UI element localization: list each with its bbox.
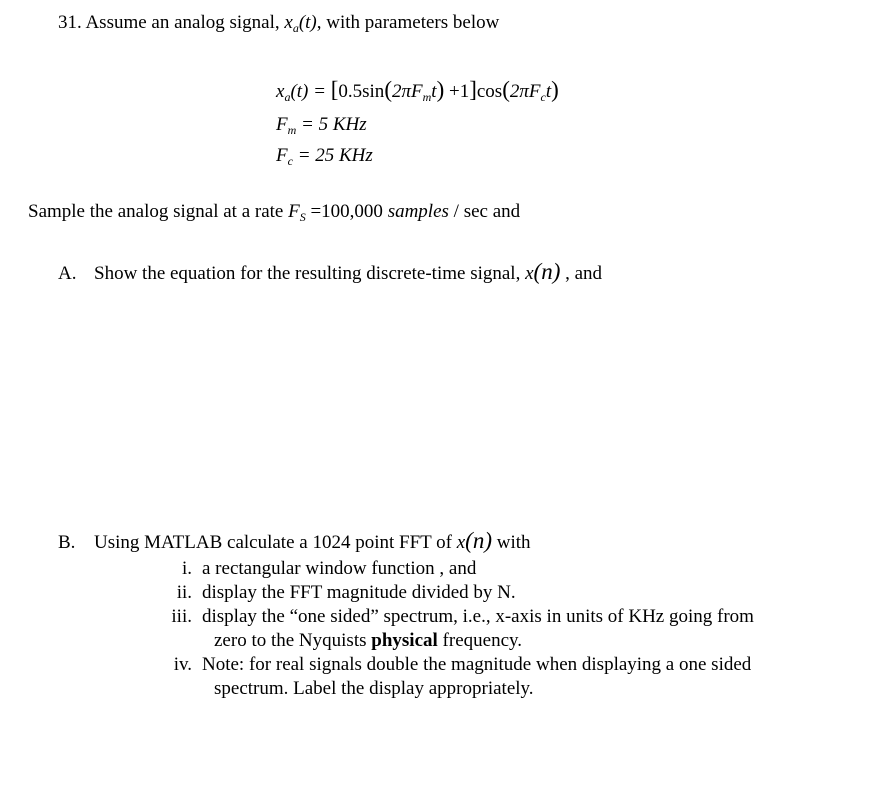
part-a bbox=[58, 258, 602, 286]
part-a-label: A. bbox=[58, 263, 77, 284]
eq1-close-bracket: ] bbox=[469, 77, 477, 102]
signal-subscript: a bbox=[292, 21, 299, 35]
list-item bbox=[168, 558, 476, 581]
sample-value: =100,000 bbox=[305, 201, 388, 222]
list-item-continuation bbox=[214, 630, 522, 653]
eq3-lhs-sub: c bbox=[287, 154, 293, 168]
list-item-number: iii. bbox=[171, 606, 192, 627]
sample-tail: / sec and bbox=[448, 201, 521, 222]
eq1-lhs-arg: (t) = bbox=[290, 81, 331, 102]
eq1-body2: 2πF bbox=[391, 81, 423, 102]
problem-intro: Assume an analog signal, bbox=[85, 12, 280, 33]
eq1-plus-one: +1 bbox=[444, 81, 470, 102]
list-item-text: frequency. bbox=[437, 630, 523, 651]
part-a-var: x bbox=[525, 263, 534, 284]
list-item-text: display the FFT magnitude divided by N. bbox=[202, 582, 516, 603]
eq3-rhs: = 25 KHz bbox=[292, 145, 373, 166]
eq1-body2-tail: t bbox=[431, 81, 437, 102]
eq1-cos-open: ( bbox=[502, 77, 510, 102]
eq1-lhs-sub: a bbox=[284, 90, 291, 104]
signal-arg: (t) bbox=[298, 12, 317, 33]
eq2-lhs-sub: m bbox=[287, 123, 297, 137]
list-item-number: i. bbox=[181, 558, 192, 579]
eq3-lhs: F bbox=[276, 145, 288, 166]
sample-text: Sample the analog signal at a rate bbox=[28, 201, 289, 222]
problem-number: 31. bbox=[58, 12, 82, 33]
part-a-arg: (n) bbox=[533, 259, 561, 284]
eq1-cos-close: ) bbox=[551, 77, 559, 102]
list-item bbox=[168, 654, 751, 677]
eq1-cos-sub: c bbox=[540, 90, 546, 104]
list-item bbox=[168, 606, 754, 629]
eq1-open-bracket: [ bbox=[330, 77, 339, 102]
part-b-arg: (n) bbox=[465, 528, 492, 553]
list-item-number: iv. bbox=[173, 654, 192, 675]
list-item-text: display the “one sided” spectrum, i.e., x-axis in units of KHz going from bbox=[202, 606, 754, 627]
part-b-tail: with bbox=[492, 532, 531, 553]
list-item-text: a rectangular window function , and bbox=[202, 558, 477, 579]
part-b-label: B. bbox=[58, 532, 76, 553]
signal-name: x bbox=[284, 12, 293, 33]
list-item-bold-text: physical bbox=[371, 630, 438, 651]
equation-fc bbox=[276, 145, 373, 168]
eq1-lhs: x bbox=[276, 81, 285, 102]
list-item bbox=[168, 582, 516, 605]
part-a-tail: , and bbox=[560, 263, 603, 284]
eq2-lhs: F bbox=[276, 114, 288, 135]
eq1-paren-close: ) bbox=[436, 77, 445, 102]
eq1-cos: cos bbox=[476, 81, 503, 102]
part-b-var: x bbox=[456, 532, 466, 553]
part-b bbox=[58, 527, 531, 555]
list-item-text: spectrum. Label the display appropriately. bbox=[214, 678, 534, 699]
eq2-rhs: = 5 KHz bbox=[296, 114, 367, 135]
sample-rate-statement bbox=[28, 201, 520, 224]
eq1-paren-open: ( bbox=[384, 77, 392, 102]
list-item-text: zero to the Nyquists bbox=[214, 630, 372, 651]
equation-signal bbox=[276, 76, 559, 104]
list-item-number: ii. bbox=[176, 582, 192, 603]
list-item-text: Note: for real signals double the magnitude when displaying a one sided bbox=[202, 654, 752, 675]
part-a-text: Show the equation for the resulting discrete-time signal, bbox=[94, 263, 526, 284]
sample-var: F bbox=[288, 201, 300, 222]
list-item-continuation bbox=[214, 678, 534, 701]
eq1-body2-sub: m bbox=[422, 90, 432, 104]
problem-statement bbox=[58, 12, 499, 35]
sample-units: samples bbox=[387, 201, 449, 222]
equation-fm bbox=[276, 114, 367, 137]
problem-intro-tail: , with parameters below bbox=[316, 12, 500, 33]
part-b-text: Using MATLAB calculate a 1024 point FFT of bbox=[94, 532, 457, 553]
eq1-cos-body: 2πF bbox=[509, 81, 541, 102]
sample-var-sub: S bbox=[299, 210, 306, 224]
eq1-cos-tail: t bbox=[545, 81, 552, 102]
eq1-body1: 0.5sin bbox=[338, 81, 385, 102]
